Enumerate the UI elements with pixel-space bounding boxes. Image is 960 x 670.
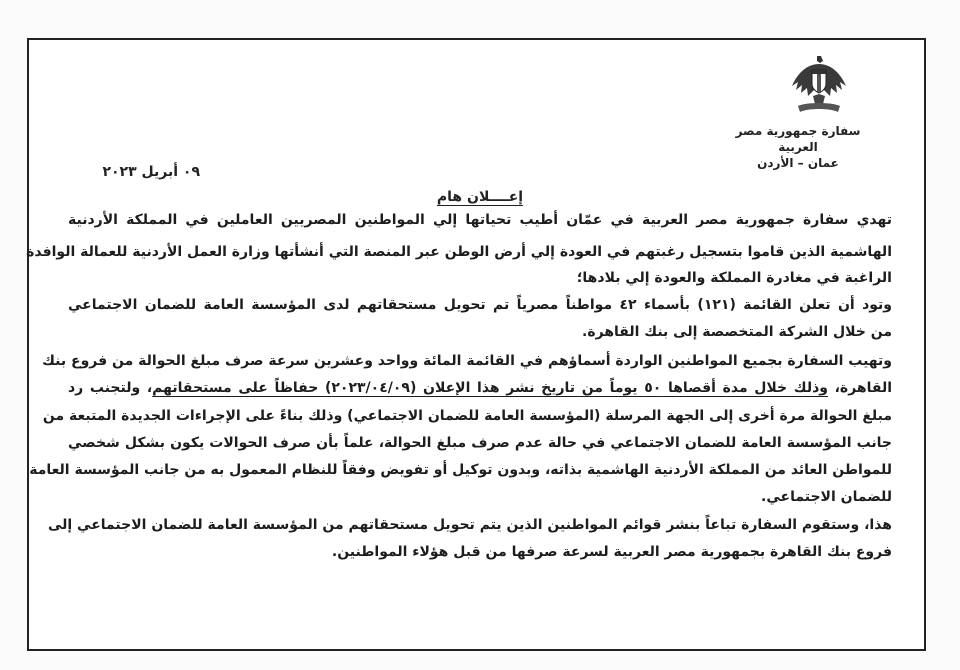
body-line-1: تهدي سفارة جمهورية مصر العربية في عمّان أطيب تحياتها إلي المواطنين المصريين العاملين في المملكة الأردنية (68, 212, 892, 228)
body-line-5: من خلال الشركة المتخصصة إلى بنك القاهرة. (582, 324, 892, 340)
body-line-12: هذا، وستقوم السفارة تباعاً بنشر قوائم المواطنين الذين يتم تحويل مستحقاتهم من المؤسسة العامة للضمان الاجتماعي إلى (47, 517, 892, 533)
announcement-date: ٠٩ أبريل ٢٠٢٣ (102, 164, 200, 180)
announcement-title (380, 189, 580, 205)
announcement-title-text: إعــــلان هام (436, 189, 524, 205)
deadline-notice: وذلك خلال مدة أقصاها ٥٠ يوماً من تاريخ نشر هذا الإعلان (٢٠٢٣/٠٤/٠٩) حفاظاً على مستحقاتهم (152, 380, 828, 396)
embassy-location: عمان – الأردن (757, 156, 839, 170)
body-line-3: الراغبة في مغادرة المملكة والعودة إلي بلادها؛ (576, 270, 892, 286)
body-line-2: الهاشمية الذين قاموا بتسجيل رغبتهم في العودة إلي أرض الوطن عبر المنصة التي أنشأتها وزارة العمل الأردنية للعمالة الوافدة (26, 244, 892, 260)
body-line-4: وتود أن تعلن القائمة (١٢١) بأسماء ٤٢ مواطناً مصرياً تم تحويل مستحقاتهم لدى المؤسسة العامة للضمان الاجتماعي (68, 297, 893, 313)
body-line-13: فروع بنك القاهرة بجمهورية مصر العربية لسرعة صرفها من قبل هؤلاء المواطنين. (331, 544, 892, 560)
body-line-7 (68, 376, 892, 400)
body-line-7-end: ، ولتجنب رد (68, 380, 153, 396)
body-line-10: للمواطن العائد من المملكة الأردنية الهاشمية بذاته، وبدون توكيل أو تفويض وفقاً للنظام المعمول به من جانب المؤسسة العامة (29, 462, 892, 478)
embassy-name: سفارة جمهورية مصر العربية (735, 124, 861, 154)
body-line-8: مبلغ الحوالة مرة أخرى إلى الجهة المرسلة (المؤسسة العامة للضمان الاجتماعي) وذلك بناءً على الإجراءات الجديدة المتبعة من (42, 408, 892, 424)
body-line-7-start: القاهرة، (827, 380, 893, 396)
body-line-9: جانب المؤسسة العامة للضمان الاجتماعي في حالة عدم صرف مبلغ الحوالة، علماً بأن صرف الحوالات يكون بشكل شخصي (68, 435, 892, 451)
body-line-6: وتهيب السفارة بجميع المواطنين الواردة أسماؤهم في القائمة المائة وواحد وعشرين سرعة صرف مبلغ الحوالة من فروع بنك (42, 353, 892, 369)
body-line-11: للضمان الاجتماعي. (761, 489, 892, 505)
embassy-header (718, 123, 878, 171)
egypt-eagle-emblem-icon (788, 52, 850, 120)
